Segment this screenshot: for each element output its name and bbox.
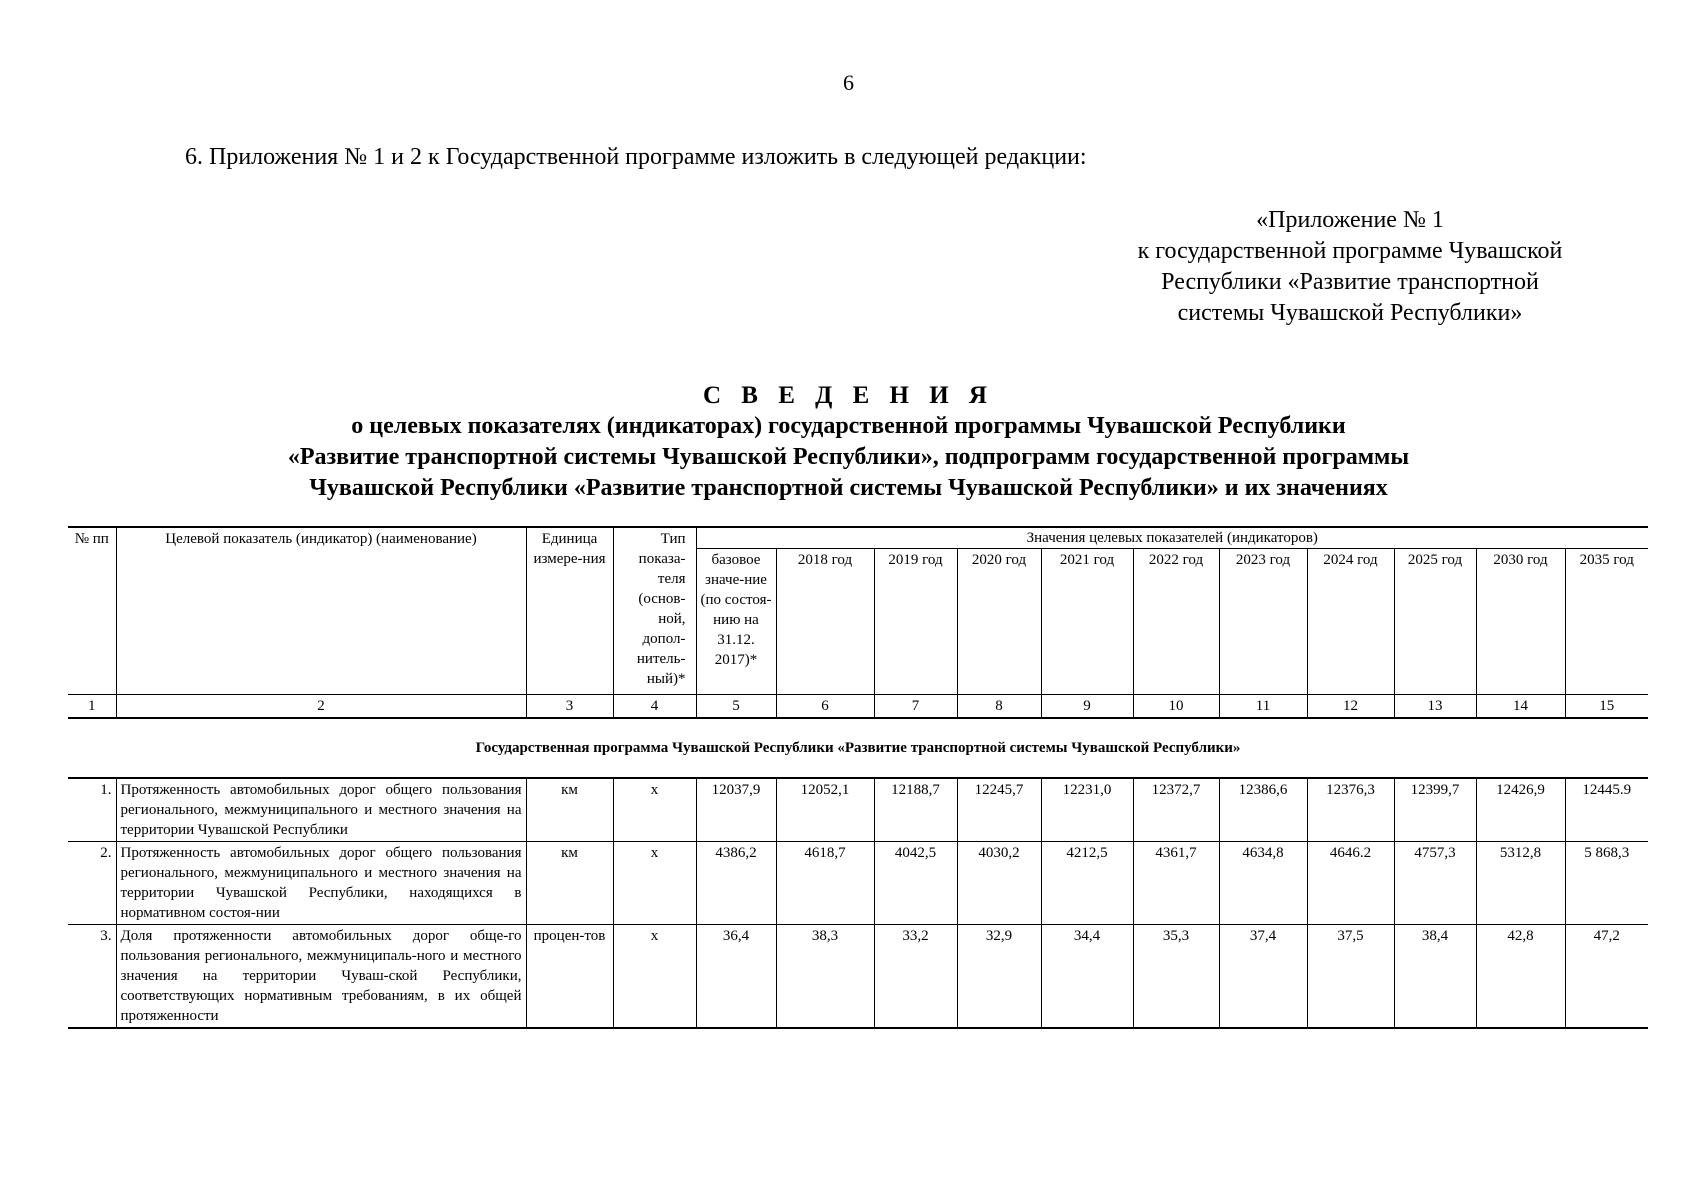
value-cell: 37,4 — [1219, 925, 1307, 1029]
value-cell: 37,5 — [1307, 925, 1394, 1029]
column-number: 15 — [1565, 695, 1648, 719]
value-cell: 4361,7 — [1133, 842, 1219, 925]
type-cell: х — [613, 925, 696, 1029]
value-cell: 4618,7 — [776, 842, 874, 925]
heading-line: о целевых показателях (индикаторах) государственной программы Чувашской Республики — [351, 413, 1346, 439]
value-cell: 12426,9 — [1476, 778, 1565, 842]
value-cell: 42,8 — [1476, 925, 1565, 1029]
column-number: 10 — [1133, 695, 1219, 719]
indicators-table — [68, 526, 1648, 1029]
column-number: 11 — [1219, 695, 1307, 719]
section-row — [68, 718, 1648, 778]
value-cell: 38,4 — [1394, 925, 1476, 1029]
value-cell: 38,3 — [776, 925, 874, 1029]
value-cell: 12386,6 — [1219, 778, 1307, 842]
heading-line: Чувашской Республики «Развитие транспортной системы Чувашской Республики» и их значениях — [309, 475, 1388, 501]
indicator-name: Доля протяженности автомобильных дорог обще-го пользования регионального, межмуниципаль-ного и местного значения на территории Чуваш-ской Республики, соответствующих нормативным требованиям, в их общей протяженности — [116, 925, 526, 1029]
column-number: 5 — [696, 695, 776, 719]
unit-cell: км — [526, 778, 613, 842]
header-year: 2022 год — [1133, 549, 1219, 695]
table-row — [68, 778, 1648, 842]
value-cell: 4646.2 — [1307, 842, 1394, 925]
header-year: 2023 год — [1219, 549, 1307, 695]
column-number: 6 — [776, 695, 874, 719]
header-year: 2021 год — [1041, 549, 1133, 695]
column-numbers-row — [68, 695, 1648, 719]
row-number: 3. — [68, 925, 116, 1029]
column-number: 12 — [1307, 695, 1394, 719]
section-title: Государственная программа Чувашской Республики «Развитие транспортной системы Чувашской Республики» — [68, 718, 1648, 778]
header-unit: Единица измере-ния — [526, 527, 613, 695]
appendix-header — [1000, 205, 1697, 329]
appendix-line: системы Чувашской Республики» — [1177, 300, 1523, 326]
value-cell: 12372,7 — [1133, 778, 1219, 842]
header-base: базовое значе-ние (по состоя-нию на 31.12. 2017)* — [696, 549, 776, 695]
value-cell: 5 868,3 — [1565, 842, 1648, 925]
value-cell: 47,2 — [1565, 925, 1648, 1029]
value-cell: 12399,7 — [1394, 778, 1476, 842]
value-cell: 36,4 — [696, 925, 776, 1029]
column-number: 4 — [613, 695, 696, 719]
row-number: 1. — [68, 778, 116, 842]
header-year: 2025 год — [1394, 549, 1476, 695]
value-cell: 4030,2 — [957, 842, 1041, 925]
value-cell: 4212,5 — [1041, 842, 1133, 925]
column-number: 8 — [957, 695, 1041, 719]
header-year: 2035 год — [1565, 549, 1648, 695]
type-cell: х — [613, 842, 696, 925]
heading-line: «Развитие транспортной системы Чувашской Республики», подпрограмм государственной программы — [287, 444, 1410, 470]
header-type: Тип показа-теля (основ-ной, допол-нитель-ный)* — [613, 527, 696, 695]
column-number: 2 — [116, 695, 526, 719]
value-cell: 32,9 — [957, 925, 1041, 1029]
header-year: 2030 год — [1476, 549, 1565, 695]
table-header-row — [68, 527, 1648, 549]
value-cell: 12188,7 — [874, 778, 957, 842]
header-values-group: Значения целевых показателей (индикаторов) — [696, 527, 1648, 549]
column-number: 3 — [526, 695, 613, 719]
value-cell: 4042,5 — [874, 842, 957, 925]
row-number: 2. — [68, 842, 116, 925]
indicator-name: Протяженность автомобильных дорог общего пользования регионального, межмуниципального и местного значения на территории Чувашской Республики — [116, 778, 526, 842]
table-row — [68, 842, 1648, 925]
value-cell: 12445.9 — [1565, 778, 1648, 842]
column-number: 7 — [874, 695, 957, 719]
appendix-line: Республики «Развитие транспортной — [1161, 269, 1539, 295]
column-number: 1 — [68, 695, 116, 719]
value-cell: 12231,0 — [1041, 778, 1133, 842]
header-year: 2024 год — [1307, 549, 1394, 695]
value-cell: 34,4 — [1041, 925, 1133, 1029]
header-year: 2018 год — [776, 549, 874, 695]
value-cell: 12052,1 — [776, 778, 874, 842]
column-number: 9 — [1041, 695, 1133, 719]
value-cell: 4634,8 — [1219, 842, 1307, 925]
header-year: 2020 год — [957, 549, 1041, 695]
table-row — [68, 925, 1648, 1029]
header-year: 2019 год — [874, 549, 957, 695]
appendix-line: к государственной программе Чувашской — [1137, 238, 1563, 264]
unit-cell: км — [526, 842, 613, 925]
intro-paragraph: 6. Приложения № 1 и 2 к Государственной программе изложить в следующей редакции: — [185, 144, 1087, 170]
value-cell: 33,2 — [874, 925, 957, 1029]
column-number: 14 — [1476, 695, 1565, 719]
indicator-name: Протяженность автомобильных дорог общего пользования регионального, межмуниципального и местного значения на территории Чувашской Республики, находящихся в нормативном состоя-нии — [116, 842, 526, 925]
value-cell: 12376,3 — [1307, 778, 1394, 842]
heading-title: С В Е Д Е Н И Я — [703, 382, 994, 409]
value-cell: 12037,9 — [696, 778, 776, 842]
unit-cell: процен-тов — [526, 925, 613, 1029]
document-heading — [0, 380, 1697, 504]
value-cell: 4386,2 — [696, 842, 776, 925]
appendix-line: «Приложение № 1 — [1256, 207, 1444, 233]
header-num: № пп — [68, 527, 116, 695]
value-cell: 12245,7 — [957, 778, 1041, 842]
value-cell: 4757,3 — [1394, 842, 1476, 925]
header-indicator: Целевой показатель (индикатор) (наименование) — [116, 527, 526, 695]
type-cell: х — [613, 778, 696, 842]
value-cell: 5312,8 — [1476, 842, 1565, 925]
value-cell: 35,3 — [1133, 925, 1219, 1029]
column-number: 13 — [1394, 695, 1476, 719]
page-number: 6 — [843, 70, 854, 95]
